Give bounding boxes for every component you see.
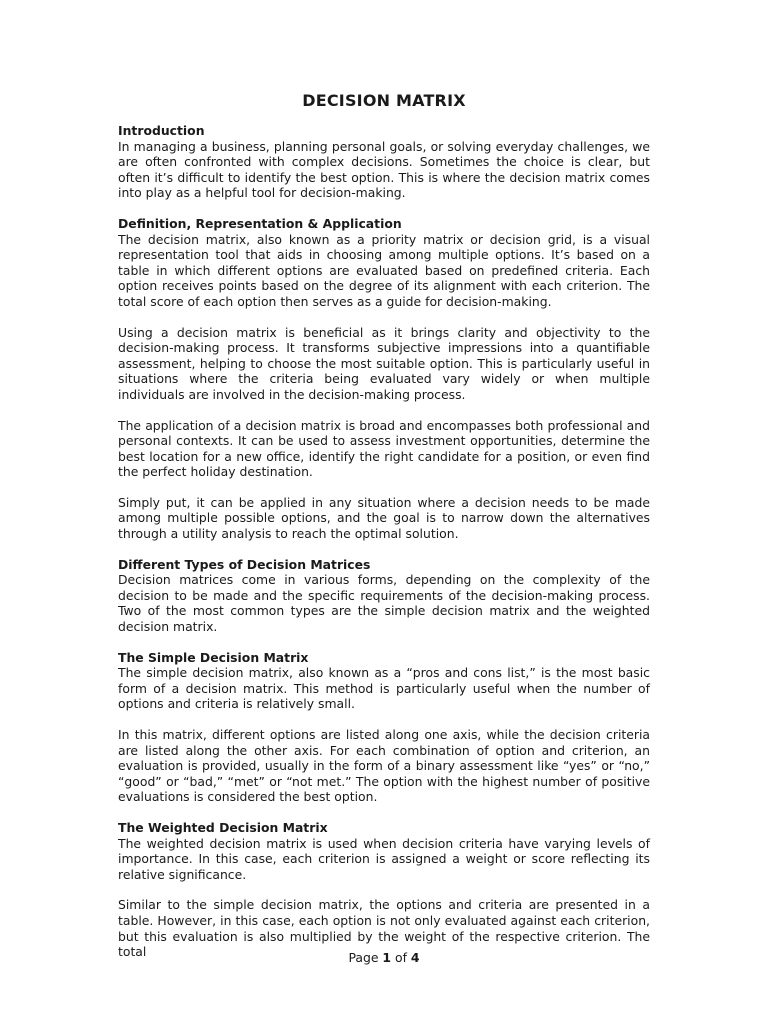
current-page-number: 1: [382, 950, 392, 965]
total-pages-number: 4: [410, 950, 420, 965]
section-simple-matrix: [118, 650, 650, 805]
section-introduction: [118, 123, 650, 201]
section-heading: The Simple Decision Matrix: [118, 649, 309, 665]
paragraph: Using a decision matrix is beneficial as it brings clarity and objectivity to the decision-making process. It transforms subjective impressions into a quantifiable assessment, helping to choose the most suitable option. This is particularly useful in situations where the criteria being evaluated vary widely or when multiple individuals are involved in the decision-making process.: [118, 324, 650, 402]
section-weighted-matrix: [118, 820, 650, 960]
page-content: [118, 91, 650, 975]
paragraph: Decision matrices come in various forms, depending on the complexity of the decision to be made and the specific requirements of the decision-making process. Two of the most common types are the simple decision matrix and the weighted decision matrix.: [118, 572, 650, 635]
of-word: of: [395, 950, 407, 965]
paragraph: In managing a business, planning personal goals, or solving everyday challenges, we are often confronted with complex decisions. Sometimes the choice is clear, but often it’s difficult to identify the best option. This is where the decision matrix comes into play as a helpful tool for decision-making.: [118, 138, 650, 201]
section-heading: Definition, Representation & Application: [118, 215, 402, 231]
section-heading: The Weighted Decision Matrix: [118, 819, 328, 835]
section-definition: [118, 216, 650, 542]
paragraph: Similar to the simple decision matrix, the options and criteria are presented in a table. However, in this case, each option is not only evaluated against each criterion, but this evaluation is also multiplied by the weight of the respective criterion. The total: [118, 897, 650, 960]
page-word: Page: [348, 950, 379, 965]
paragraph: The simple decision matrix, also known as a “pros and cons list,” is the most basic form of a decision matrix. This method is particularly useful when the number of options and criteria is relatively small.: [118, 665, 650, 712]
paragraph: The decision matrix, also known as a priority matrix or decision grid, is a visual representation tool that aids in choosing among multiple options. It’s based on a table in which different options are evaluated based on predefined criteria. Each option receives points based on the degree of its alignment with each criterion. The total score of each option then serves as a guide for decision-making.: [118, 231, 650, 309]
paragraph: In this matrix, different options are listed along one axis, while the decision criteria are listed along the other axis. For each combination of option and criterion, an evaluation is provided, usually in the form of a binary assessment like “yes” or “no,” “good” or “bad,” “met” or “not met.” The option with the highest number of positive evaluations is considered the best option.: [118, 727, 650, 805]
section-heading: Introduction: [118, 123, 205, 138]
paragraph: The application of a decision matrix is broad and encompasses both professional and personal contexts. It can be used to assess investment opportunities, determine the best location for a new office, identify the right candidate for a position, or even find the perfect holiday destination.: [118, 417, 650, 480]
section-types: [118, 557, 650, 635]
document-title: DECISION MATRIX: [302, 91, 466, 110]
section-heading: Different Types of Decision Matrices: [118, 556, 371, 572]
paragraph: Simply put, it can be applied in any situation where a decision needs to be made among multiple possible options, and the goal is to narrow down the alternatives through a utility analysis to reach the optimal solution.: [118, 494, 650, 542]
paragraph: The weighted decision matrix is used when decision criteria have varying levels of importance. In this case, each criterion is assigned a weight or score reflecting its relative significance.: [118, 835, 650, 882]
page-footer: [0, 950, 768, 966]
